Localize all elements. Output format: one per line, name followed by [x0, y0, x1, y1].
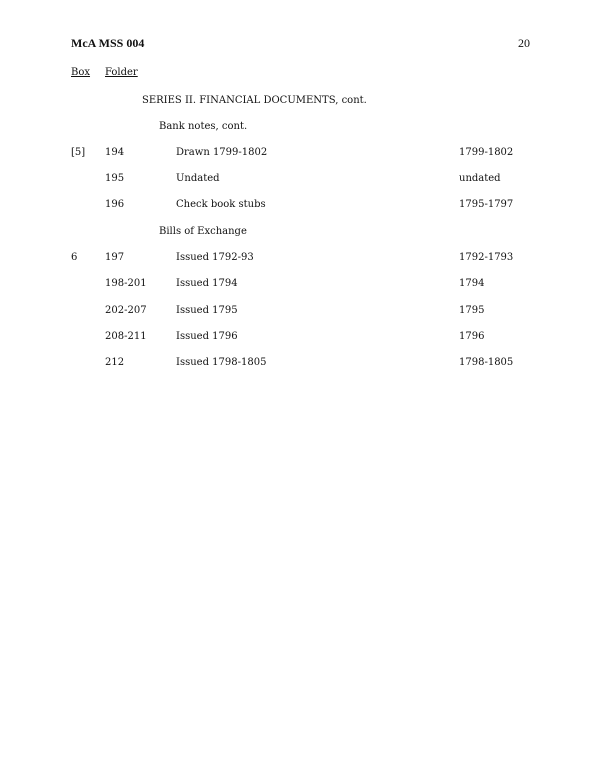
- row-title: Issued 1792-93: [176, 252, 254, 263]
- row-date: 1794: [459, 278, 485, 289]
- collection-id: McA MSS 004: [71, 36, 145, 50]
- row-title: Issued 1796: [176, 331, 238, 342]
- row-folder: 194: [105, 147, 125, 158]
- row-title: Issued 1795: [176, 305, 238, 316]
- row-folder: 198-201: [105, 278, 147, 289]
- row-folder: 208-211: [105, 331, 147, 342]
- row-date: 1799-1802: [459, 147, 514, 158]
- series-heading: SERIES II. FINANCIAL DOCUMENTS, cont.: [142, 95, 367, 106]
- row-date: undated: [459, 173, 501, 184]
- row-date: 1795-1797: [459, 199, 514, 210]
- row-title: Drawn 1799-1802: [176, 147, 268, 158]
- row-date: 1798-1805: [459, 357, 514, 368]
- row-folder: 197: [105, 252, 125, 263]
- column-header-folder: Folder: [105, 67, 138, 78]
- row-date: 1796: [459, 331, 485, 342]
- row-folder: 212: [105, 357, 125, 368]
- row-date: 1792-1793: [459, 252, 514, 263]
- row-title: Issued 1798-1805: [176, 357, 267, 368]
- subheading-bank-notes: Bank notes, cont.: [159, 121, 248, 132]
- row-folder: 196: [105, 199, 125, 210]
- row-box: 6: [71, 252, 78, 263]
- row-box: [5]: [71, 147, 86, 158]
- row-title: Undated: [176, 173, 220, 184]
- page-number: 20: [518, 36, 530, 50]
- row-title: Issued 1794: [176, 278, 238, 289]
- row-folder: 195: [105, 173, 125, 184]
- row-folder: 202-207: [105, 305, 147, 316]
- subheading-bills-of-exchange: Bills of Exchange: [159, 226, 247, 237]
- column-header-box: Box: [71, 67, 91, 78]
- row-title: Check book stubs: [176, 199, 266, 210]
- row-date: 1795: [459, 305, 485, 316]
